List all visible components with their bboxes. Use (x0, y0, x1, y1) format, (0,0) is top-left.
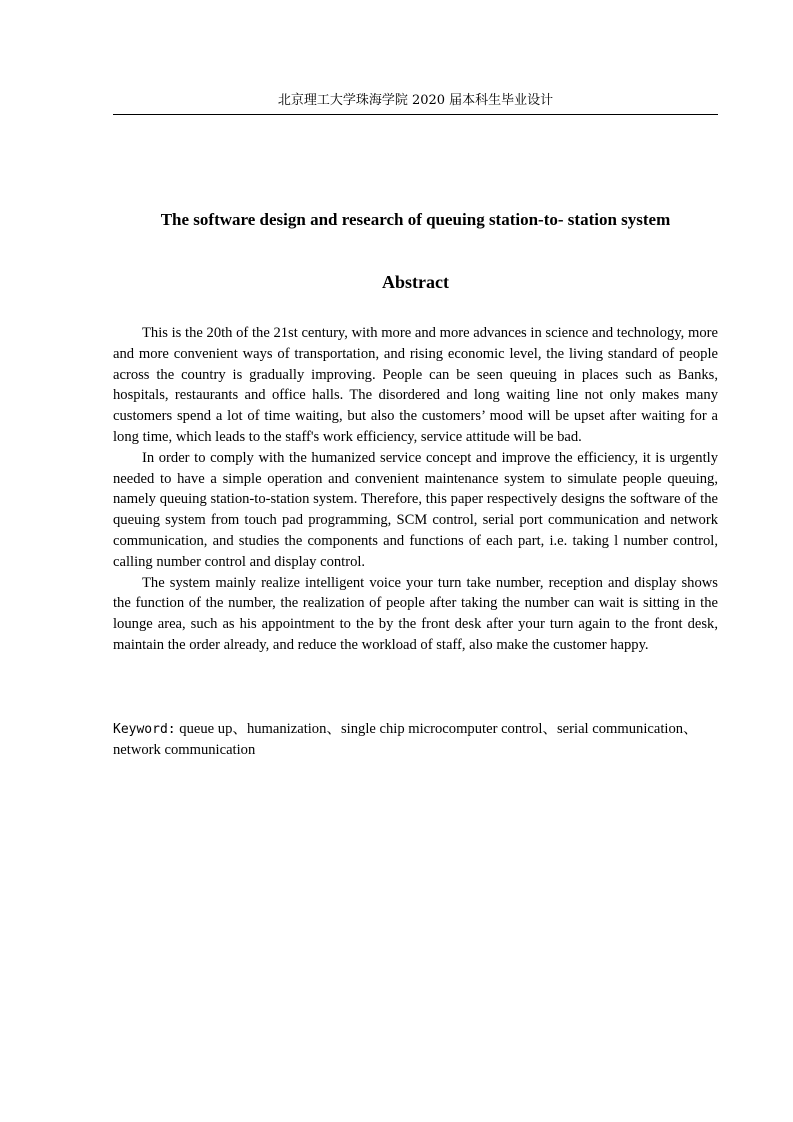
abstract-paragraph: The system mainly realize intelligent voice your turn take number, reception and display shows the function of the number, the realization of people after taking the number can wait is sitting in the lounge area, such as his appointment to the by the front desk after your turn again to the front desk, maintain the order already, and reduce the workload of staff, also make the customer happy. (113, 574, 718, 653)
keywords (113, 719, 725, 761)
paper-title: The software design and research of queuing station-to- station system (160, 210, 671, 229)
keywords-label: Keyword: (113, 722, 176, 737)
page-header: 北京理工大学珠海学院 2020 届本科生毕业设计 (277, 93, 554, 108)
keywords-text: queue up、humanization、single chip microcomputer control、serial communication、network communication (113, 721, 698, 758)
abstract-paragraph: In order to comply with the humanized service concept and improve the efficiency, it is urgently needed to have a simple operation and convenient maintenance system to simulate people queuing, namely queuing station-to-station system. Therefore, this paper respectively designs the software of the queuing system from touch pad programming, SCM control, serial port communication and network communication, and studies the components and functions of each part, i.e. taking l number control, calling number control and display control. (113, 449, 718, 570)
abstract-body (113, 323, 718, 656)
abstract-heading: Abstract (382, 272, 449, 292)
header-divider (113, 114, 718, 115)
abstract-paragraph: This is the 20th of the 21st century, with more and more advances in science and technology, more and more convenient ways of transportation, and rising economic level, the living standard of people across the country is gradually improving. People can be seen queuing in places such as Banks, hospitals, restaurants and office halls. The disordered and long waiting line not only makes many customers spend a lot of time waiting, but also the customers’ mood will be upset after waiting for a long time, which leads to the staff's work efficiency, service attitude will be bad. (113, 325, 718, 445)
